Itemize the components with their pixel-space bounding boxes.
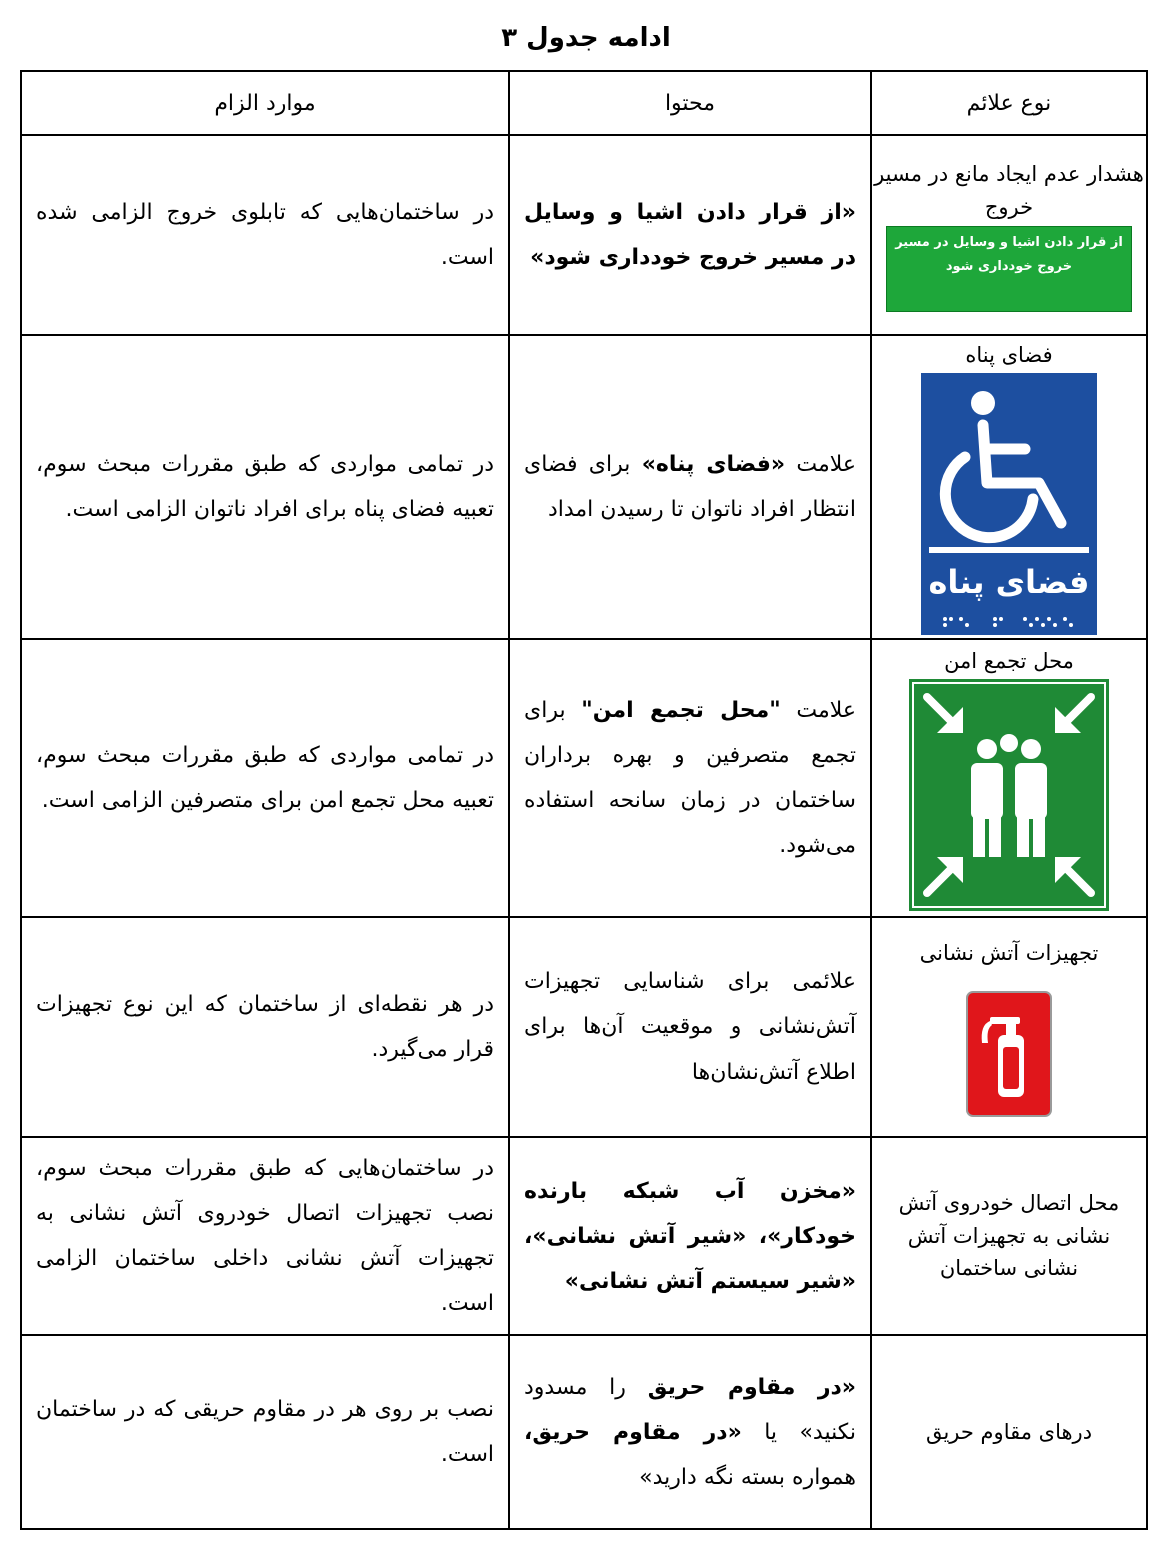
content-cell: [509, 1335, 871, 1529]
table-row: [21, 1335, 1147, 1529]
content-cell: [509, 335, 871, 639]
sign-type-cell: [871, 639, 1147, 917]
content-text: همواره بسته نگه دارید»: [639, 1464, 856, 1490]
sign-type-label: تجهیزات آتش نشانی: [919, 940, 1099, 965]
column-header-requirement: موارد الزام: [21, 71, 509, 135]
table-row: [21, 135, 1147, 335]
requirement-cell: در تمامی مواردی که طبق مقررات مبحث سوم، تعبیه محل تجمع امن برای متصرفین الزامی است.: [21, 639, 509, 917]
signage-table: [20, 70, 1148, 1530]
content-cell: علائمی برای شناسایی تجهیزات آتش‌نشانی و موقعیت آن‌ها برای اطلاع آتش‌نشان‌ها: [509, 917, 871, 1137]
content-prefix: علامت: [780, 697, 856, 723]
table-row: [21, 917, 1147, 1137]
content-emphasis: «در مقاوم حریق،: [524, 1419, 742, 1445]
content-suffix: برای تجمع متصرفین و بهره برداران ساختمان در زمان سانحه استفاده می‌شود.: [524, 697, 856, 859]
refuge-sign-label: فضای پناه: [928, 563, 1090, 602]
assembly-point-sign: [909, 679, 1109, 911]
requirement-cell: در تمامی مواردی که طبق مقررات مبحث سوم، تعبیه فضای پناه برای افراد ناتوان الزامی است.: [21, 335, 509, 639]
sign-type-label: هشدار عدم ایجاد مانع در مسیر خروج: [874, 162, 1144, 219]
table-row: [21, 335, 1147, 639]
column-header-type: نوع علائم: [871, 71, 1147, 135]
sign-type-cell: درهای مقاوم حریق: [871, 1335, 1147, 1529]
content-suffix: برای فضای انتظار افراد ناتوان تا رسیدن امداد: [524, 451, 856, 522]
requirement-cell: در هر نقطه‌ای از ساختمان که این نوع تجهیزات قرار می‌گیرد.: [21, 917, 509, 1137]
column-header-content: محتوا: [509, 71, 871, 135]
requirement-cell: در ساختمان‌هایی که طبق مقررات مبحث سوم، نصب تجهیزات اتصال خودروی آتش نشانی به تجهیزات آتش نشانی داخلی ساختمان الزامی است.: [21, 1137, 509, 1335]
content-text: را مسدود نکنید» یا: [524, 1374, 856, 1445]
requirement-cell: نصب بر روی هر در مقاوم حریقی که در ساختمان است.: [21, 1335, 509, 1529]
sign-type-label: فضای پناه: [965, 342, 1053, 367]
sign-type-cell: محل اتصال خودروی آتش نشانی به تجهیزات آتش نشانی ساختمان: [871, 1137, 1147, 1335]
content-emphasis: «فضای پناه»: [641, 451, 786, 477]
requirement-cell: در ساختمان‌هایی که تابلوی خروج الزامی شده است.: [21, 135, 509, 335]
sign-type-label: محل تجمع امن: [944, 648, 1074, 673]
content-cell: «مخزن آب شبکه بارنده خودکار»، «شیر آتش نشانی»، «شیر سیستم آتش نشانی»: [509, 1137, 871, 1335]
refuge-area-sign: [921, 373, 1097, 635]
sign-type-cell: [871, 917, 1147, 1137]
table-header-row: [21, 71, 1147, 135]
exit-sign-text: از قرار دادن اشیا و وسایل در مسیر خروج خودداری شود: [895, 234, 1123, 275]
exit-obstruction-warning-sign: [886, 226, 1132, 312]
content-prefix: علامت: [785, 451, 856, 477]
table-row: [21, 1137, 1147, 1335]
fire-equipment-sign: [966, 991, 1052, 1117]
table-row: [21, 639, 1147, 917]
content-cell: «از قرار دادن اشیا و وسایل در مسیر خروج خودداری شود»: [509, 135, 871, 335]
content-emphasis: «در مقاوم حریق: [647, 1374, 856, 1400]
content-cell: [509, 639, 871, 917]
sign-type-cell: [871, 335, 1147, 639]
content-emphasis: "محل تجمع امن": [581, 697, 781, 723]
page-title: ادامه جدول ۳: [501, 23, 671, 53]
sign-type-cell: [871, 135, 1147, 335]
